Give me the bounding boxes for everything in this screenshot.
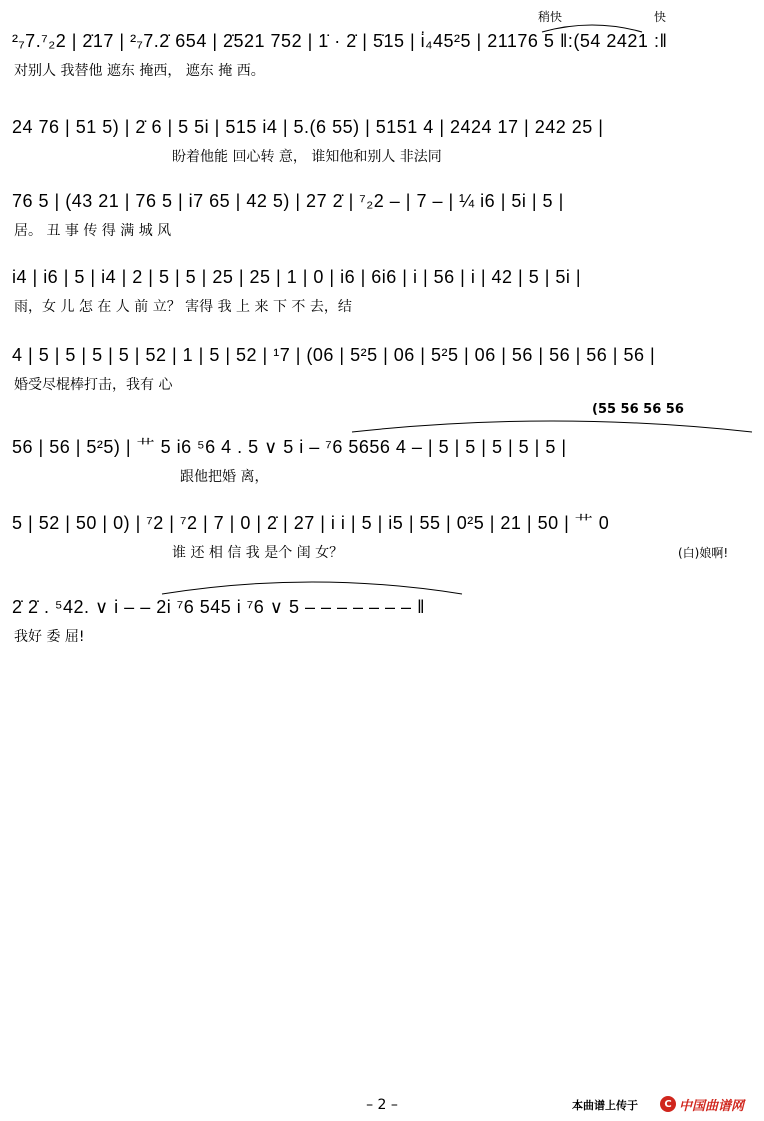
lyric-line: 居。 丑 事 传 得 满 城 风 (14, 223, 172, 239)
site-logo[interactable] (660, 1094, 760, 1114)
lyric-line: 雨，女 儿 怎 在 人 前 立？ 害得 我 上 来 下 不 去，结 (14, 299, 352, 315)
notation-line: 2̇ 2̇ . ⁵42. ∨ i – – 2i ⁷6 545 i ⁷6 ∨ 5 – – – – – – – ‖ (12, 597, 426, 617)
notation-line: 24 76 | 51 5) | 2̇ 6 | 5 5i | 515 i4 | 5.(6 55) | 5151 4 | 2424 17 | 242 25 | (12, 117, 604, 137)
lyric-line: 婚受尽棍棒打击，我有 心 (14, 377, 173, 393)
notation-line: 4 | 5 | 5 | 5 | 5 | 52 | 1 | 5 | 52 | ¹7 | (06 | 5²5 | 06 | 5²5 | 06 | 56 | 56 | 56 | 56 | (12, 345, 656, 365)
lyric-line: 对别人 我替他 遮东 掩西， 遮东 掩 西。 (14, 63, 265, 79)
lyric-line: 盼着他能 回心转 意， 谁知他和别人 非法同 (172, 149, 442, 165)
notation-line: i4 | i6 | 5 | i4 | 2 | 5 | 5 | 25 | 25 | 1 | 0 | i6 | 6i6 | i | 56 | i | 42 | 5 | 5i | (12, 267, 582, 287)
lyric-line: 我好 委 屈! (14, 629, 85, 645)
spoken-aside: (白)娘啊! (678, 546, 729, 560)
notation-line: ²₇7.⁷₂2 | 2̇17 | ²₇7.2̇ 654 | 2̇521 752 | 1̇ · 2̇ | 5̇15 | i̇₄45²5 | 21176 5 ‖:(54 2421 :‖ (12, 31, 668, 51)
notation-line: 76 5 | (43 21 | 76 5 | i7 65 | 42 5) | 27 2̇ | ⁷₂2 – | 7 – | ¼ i6 | 5i | 5 | (12, 191, 564, 211)
logo-text: 中国曲谱网 (679, 1098, 745, 1114)
lyric-line: 跟他把婚 离， (180, 469, 269, 485)
page-number: – 2 – (366, 1097, 398, 1113)
tempo-mark-fast: 快 (654, 10, 667, 24)
notation-line: 56 | 56 | 5²5) | ⺾ 5 i6 ⁵6 4 . 5 ∨ 5 i – ⁷6 5656 4 – | 5 | 5 | 5 | 5 | 5 | (12, 437, 567, 457)
upper-notation: (55 56 56 56 (592, 402, 684, 417)
tempo-mark-slightly-fast: 稍快 (538, 10, 563, 24)
logo-icon: C (660, 1096, 676, 1112)
upload-credit: 本曲谱上传于 (572, 1099, 638, 1112)
lyric-line: 谁 还 相 信 我 是个 闺 女？ (172, 545, 344, 561)
notation-line: 5 | 52 | 50 | 0) | ⁷2 | ⁷2 | 7 | 0 | 2̇ | 27 | i i | 5 | i5 | 55 | 0²5 | 21 | 50 | ⺾ 0 (12, 513, 610, 533)
